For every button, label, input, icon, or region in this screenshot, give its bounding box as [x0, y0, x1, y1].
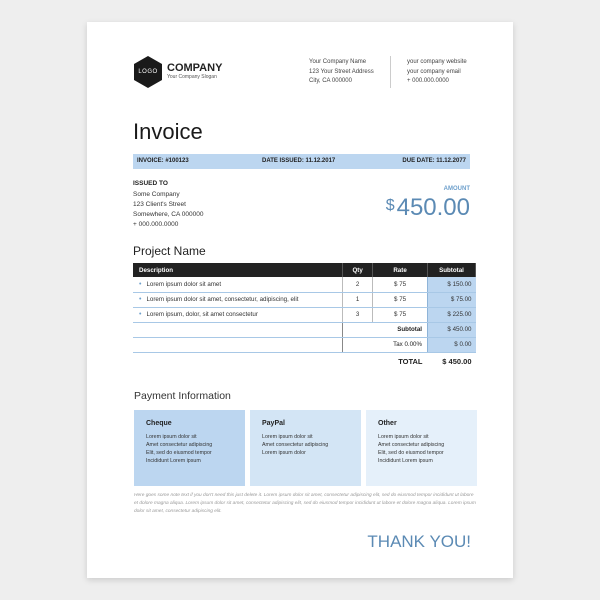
note-text: Here goes some note text if you don't need this just delete it. Lorem ipsum dolor sit amet, consectetur adipiscing elit, sed do eiusmod tempor incididunt ut labore et dolore magna aliqua. Lorem ipsum dolor sit amet, consectetur adipiscing elit, sed do eiusmod tempor incididunt ut labore et dolore magna aliqua. Lorem ipsum dolor sit amet, consectetur adipiscing elit. [134, 493, 476, 514]
payment-card-other [366, 410, 477, 486]
amount-value [347, 194, 470, 222]
item-rate: $ 75 [373, 277, 428, 292]
payment-line: Incididunt Lorem ipsum [146, 458, 201, 464]
invoice-title: Invoice [133, 119, 203, 144]
payment-line: Incididunt Lorem ipsum [378, 458, 433, 464]
client-street: 123 Client's Street [133, 201, 186, 208]
amount-number: 450.00 [396, 194, 470, 221]
payment-method-title: Cheque [146, 420, 172, 427]
contact-website: your company website [407, 59, 467, 65]
tax-value: $ 0.00 [428, 337, 476, 352]
total-row [133, 352, 476, 370]
thank-you-text: THANK YOU! [367, 532, 471, 551]
subtotal-row [133, 322, 476, 337]
item-rate: $ 75 [373, 307, 428, 322]
subtotal-label: Subtotal [343, 322, 428, 337]
total-value: $ 450.00 [428, 352, 476, 370]
contact-email: your company email [407, 68, 461, 75]
column-header: Subtotal [428, 263, 476, 277]
table-header-row [133, 263, 476, 277]
column-header: Rate [373, 263, 428, 277]
total-label: TOTAL [398, 356, 423, 366]
logo-text: LOGO [138, 69, 158, 75]
company-contact [407, 58, 467, 87]
payment-method-title: PayPal [262, 420, 285, 427]
invoice-sheet [87, 22, 513, 578]
due-date: DUE DATE: 11.12.2077 [402, 158, 466, 164]
table-row [133, 277, 476, 292]
table-row [133, 292, 476, 307]
issued-to-heading: ISSUED TO [133, 180, 168, 187]
bullet-icon: • [139, 296, 142, 303]
item-description: Lorem ipsum dolor sit amet, consectetur, adipiscing, elit [146, 296, 299, 303]
item-rate: $ 75 [373, 292, 428, 307]
item-subtotal: $ 225.00 [428, 307, 476, 322]
payment-card-cheque [134, 410, 245, 486]
amount-label: AMOUNT [443, 186, 470, 192]
item-subtotal: $ 75.00 [428, 292, 476, 307]
client-city: Somewhere, CA 000000 [133, 211, 204, 218]
payment-method-title: Other [378, 420, 397, 427]
bullet-icon: • [139, 311, 142, 318]
table-row [133, 307, 476, 322]
address-line: Your Company Name [309, 59, 367, 65]
client-phone: + 000.000.0000 [133, 221, 179, 228]
item-qty: 1 [343, 292, 373, 307]
tax-label: Tax 0.00% [343, 337, 428, 352]
project-name: Project Name [133, 244, 206, 258]
payment-line: Amet consectetur adipiscing [378, 442, 445, 448]
payment-line: Amet consectetur adipiscing [262, 442, 329, 448]
item-qty: 3 [343, 307, 373, 322]
currency-symbol: $ [385, 197, 395, 214]
tax-row [133, 337, 476, 352]
client-name: Some Company [133, 191, 180, 198]
item-description: Lorem ipsum, dolor, sit amet consectetur [146, 311, 258, 318]
payment-line: Amet consectetur adipiscing [146, 442, 213, 448]
column-header: Qty [343, 263, 373, 277]
invoice-info-bar [133, 154, 470, 169]
payment-line: Lorem ipsum dolor sit [146, 434, 197, 440]
company-address [309, 58, 374, 87]
company-slogan: Your Company Slogan [167, 74, 217, 80]
column-header: Description [133, 263, 343, 277]
address-line: City, CA 000000 [309, 78, 352, 84]
contact-phone: + 000.000.0000 [407, 78, 449, 84]
payment-card-paypal [250, 410, 361, 486]
header-divider [390, 56, 391, 88]
payment-line: Elit, sed do eiusmod tempor [378, 450, 444, 456]
item-subtotal: $ 150.00 [428, 277, 476, 292]
payment-heading: Payment Information [134, 390, 231, 402]
item-qty: 2 [343, 277, 373, 292]
address-line: 123 Your Street Address [309, 68, 374, 75]
subtotal-value: $ 450.00 [428, 322, 476, 337]
invoice-number: INVOICE: #100123 [137, 158, 189, 164]
payment-line: Lorem ipsum dolor [262, 450, 306, 456]
issued-to-details [133, 190, 203, 230]
date-issued: DATE ISSUED: 11.12.2017 [262, 158, 336, 164]
payment-line: Elit, sed do eiusmod tempor [146, 450, 212, 456]
payment-line: Lorem ipsum dolor sit [378, 434, 429, 440]
payment-line: Lorem ipsum dolor sit [262, 434, 313, 440]
items-table [133, 263, 476, 370]
company-name: COMPANY [167, 62, 223, 74]
bullet-icon: • [139, 280, 142, 288]
item-description: Lorem ipsum dolor sit amet [146, 280, 222, 288]
